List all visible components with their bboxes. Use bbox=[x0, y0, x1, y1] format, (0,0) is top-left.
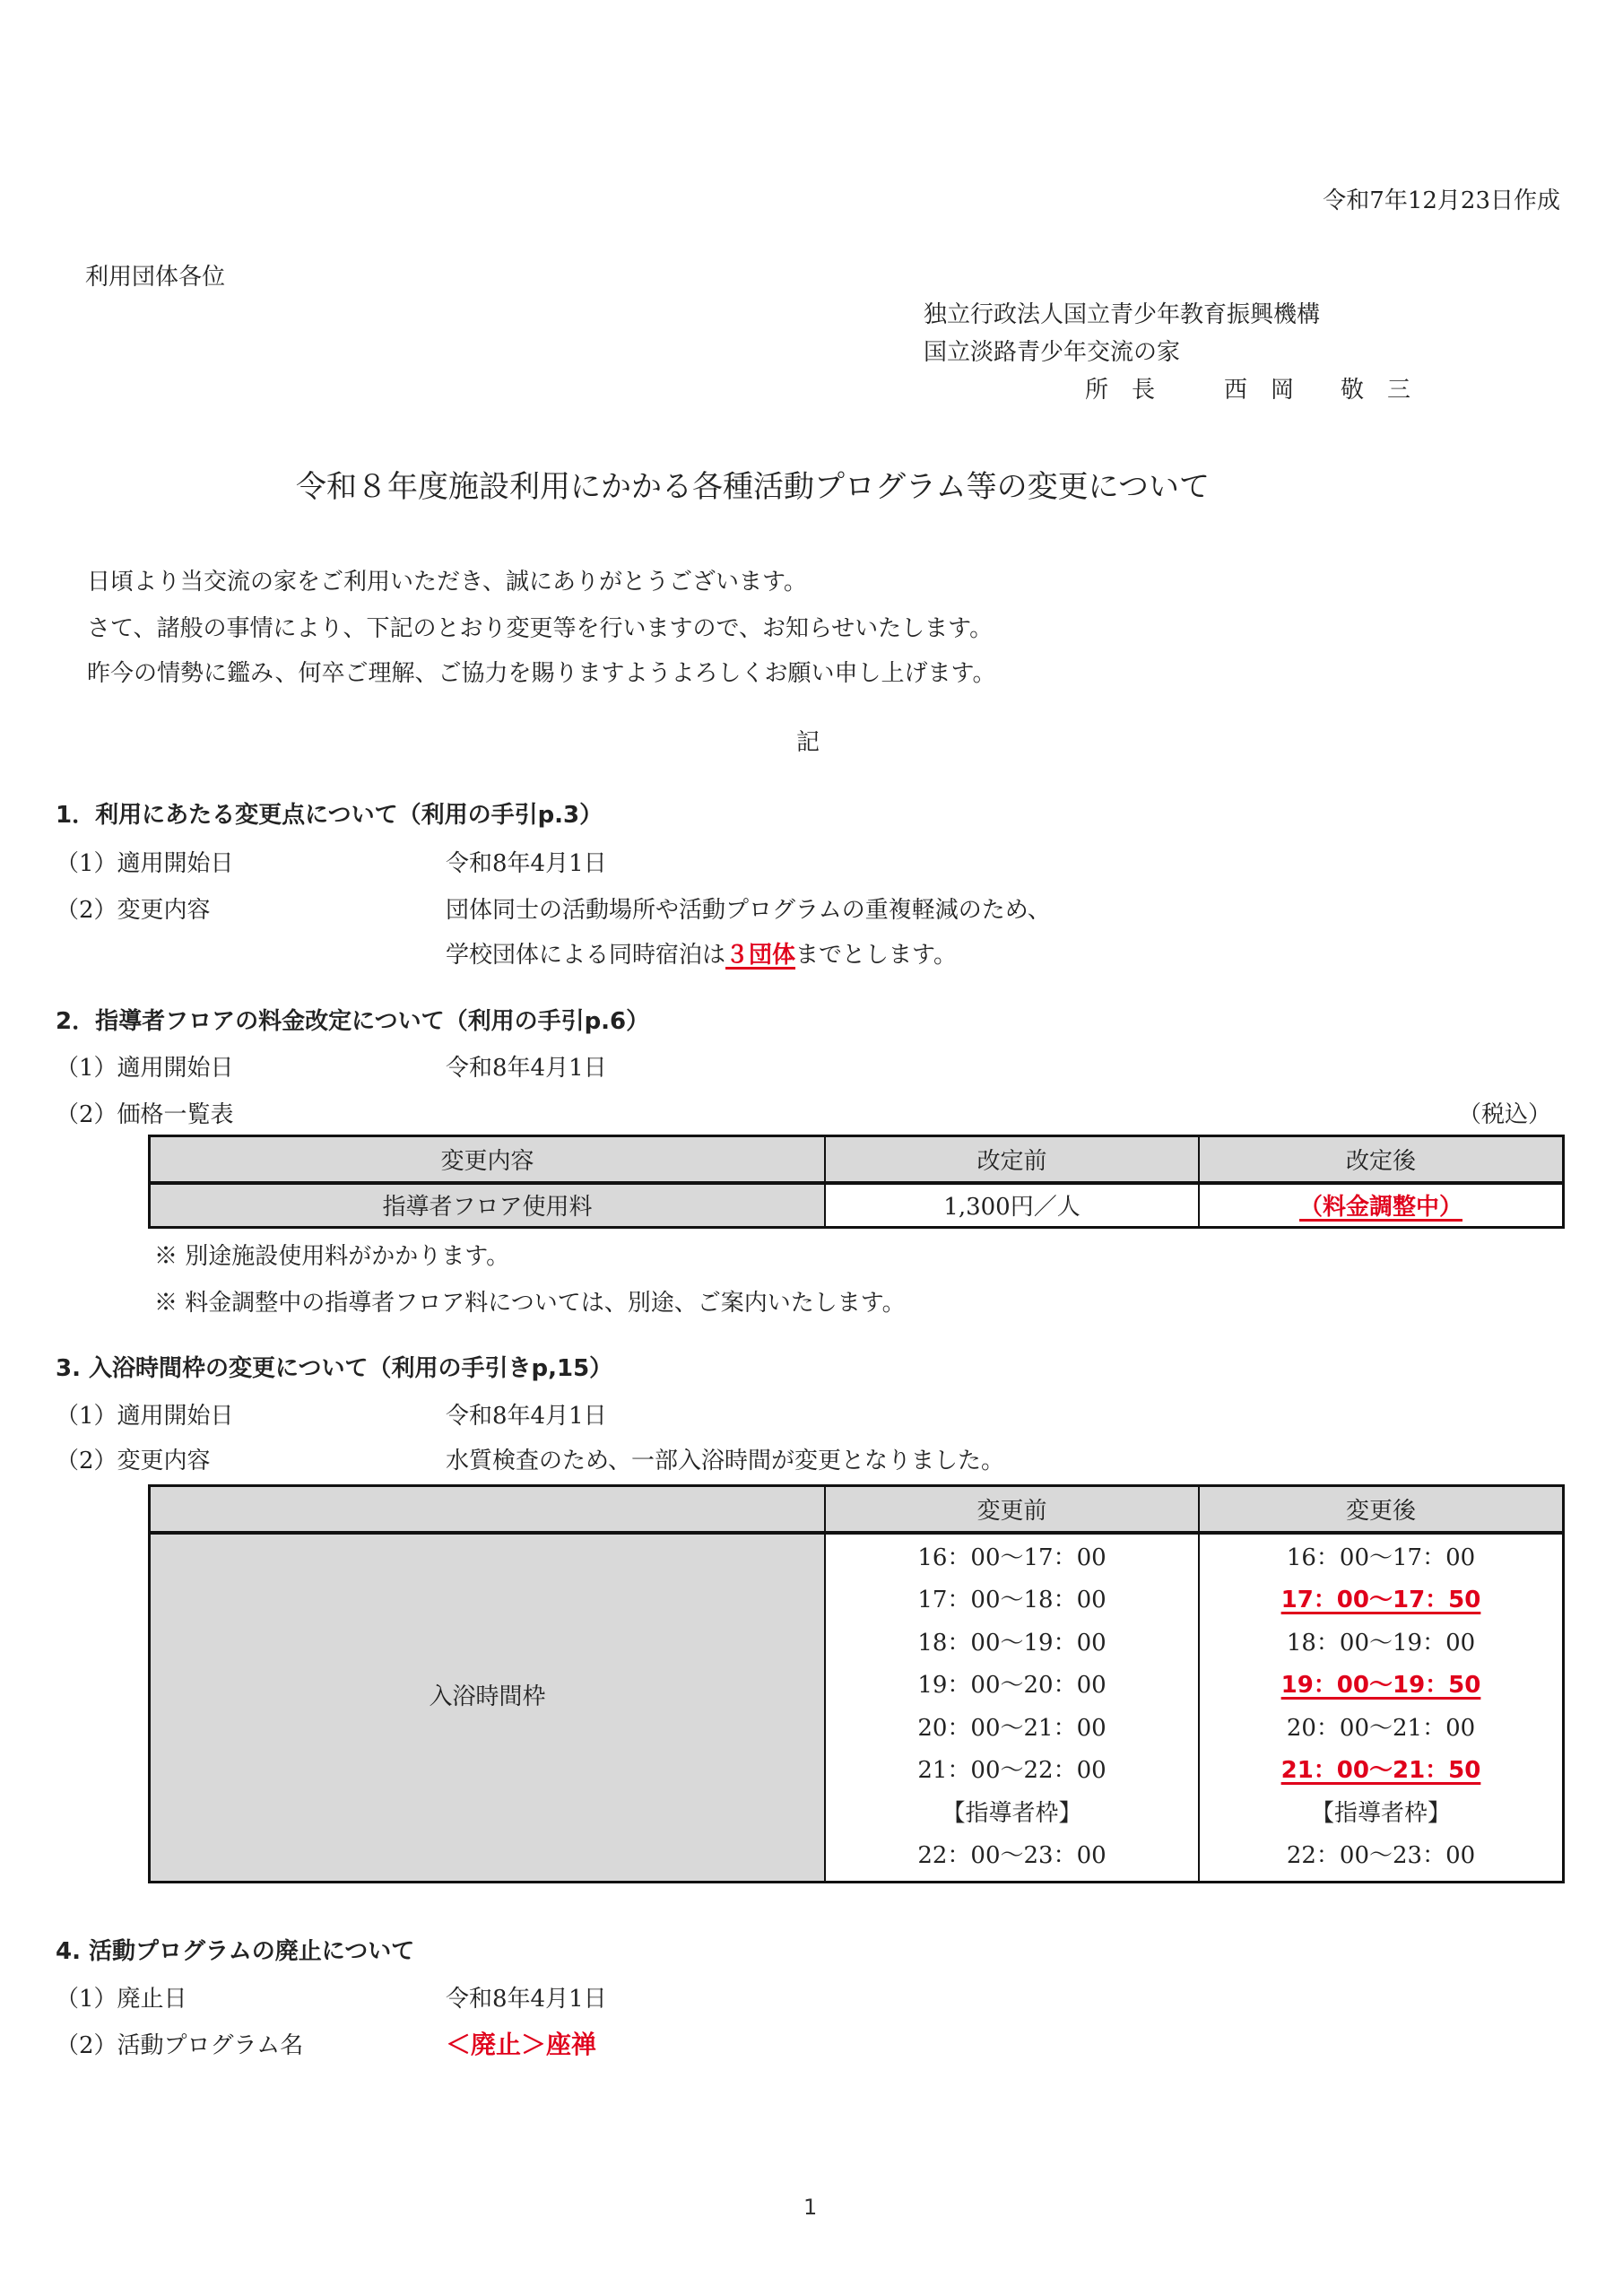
section2-note-2: ※ 料金調整中の指導者フロア料については、別途、ご案内いたします。 bbox=[154, 1290, 906, 1317]
section3-item2-value: 水質検査のため、一部入浴時間が変更となりました。 bbox=[446, 1448, 1004, 1474]
section1-item1-label: （1）適用開始日 bbox=[56, 850, 234, 877]
section2-item1-value: 令和8年4月1日 bbox=[446, 1055, 607, 1082]
bath-time-table bbox=[148, 1484, 1565, 1883]
section1-item2-line2 bbox=[446, 936, 957, 970]
price-header-after: 改定後 bbox=[1199, 1136, 1564, 1183]
sender-title: 所 長 bbox=[1085, 377, 1156, 404]
intro-line-2: さて、諸般の事情により、下記のとおり変更等を行いますので、お知らせいたします。 bbox=[87, 615, 994, 642]
section4-heading: 4. 活動プログラムの廃止について bbox=[56, 1938, 415, 1965]
price-row-after: （料金調整中） bbox=[1298, 1194, 1462, 1222]
bath-after-time: 18：00～19：00 bbox=[1286, 1629, 1476, 1657]
bath-before-time: 18：00～19：00 bbox=[917, 1629, 1107, 1657]
section2-heading: 2．指導者フロアの料金改定について（利用の手引p.6） bbox=[56, 1008, 650, 1035]
bath-before-time: 17：00～18：00 bbox=[917, 1587, 1107, 1614]
document-title: 令和８年度施設利用にかかる各種活動プログラム等の変更について bbox=[296, 469, 1210, 505]
line2-post: までとします。 bbox=[795, 942, 957, 969]
intro-line-1: 日頃より当交流の家をご利用いただき、誠にありがとうございます。 bbox=[87, 569, 807, 596]
three-groups-highlight: ３団体 bbox=[725, 942, 796, 969]
sender-organization: 独立行政法人国立青少年教育振興機構 bbox=[924, 301, 1321, 328]
bath-after-time: 22：00～23：00 bbox=[1286, 1842, 1476, 1870]
creation-date: 令和7年12月23日作成 bbox=[1323, 187, 1560, 214]
section1-item2-label: （2）変更内容 bbox=[56, 897, 211, 924]
bath-after-list bbox=[1200, 1537, 1562, 1878]
bath-before-time: 22：00～23：00 bbox=[917, 1842, 1107, 1870]
bath-after-time: 【指導者枠】 bbox=[1310, 1799, 1451, 1827]
bath-before-time: 16：00～17：00 bbox=[917, 1544, 1107, 1571]
bath-after-time: 20：00～21：00 bbox=[1286, 1714, 1476, 1742]
addressee: 利用団体各位 bbox=[85, 264, 226, 291]
bath-before-time: 20：00～21：00 bbox=[917, 1714, 1107, 1742]
sender-facility: 国立淡路青少年交流の家 bbox=[924, 339, 1181, 366]
bath-before-time: 【指導者枠】 bbox=[942, 1799, 1082, 1827]
bath-header-after: 変更後 bbox=[1199, 1486, 1564, 1533]
section3-item1-value: 令和8年4月1日 bbox=[446, 1403, 607, 1430]
bath-after-time bbox=[1200, 1750, 1562, 1793]
section1-item1-value: 令和8年4月1日 bbox=[446, 850, 607, 877]
section3-heading: 3. 入浴時間枠の変更について（利用の手引きp,15） bbox=[56, 1355, 613, 1382]
changed-time-highlight: 17：00～17：50 bbox=[1280, 1587, 1481, 1614]
price-header-before: 改定前 bbox=[825, 1136, 1199, 1183]
intro-line-3: 昨今の情勢に鑑み、何卒ご理解、ご協力を賜りますようよろしくお願い申し上げます。 bbox=[87, 660, 996, 687]
section4-item2-label: （2）活動プログラム名 bbox=[56, 2032, 304, 2059]
section1-heading: 1．利用にあたる変更点について（利用の手引p.3） bbox=[56, 802, 603, 829]
price-row-after-cell bbox=[1199, 1183, 1564, 1228]
bath-before-list bbox=[826, 1537, 1198, 1878]
section2-item2-label: （2）価格一覧表 bbox=[56, 1101, 234, 1128]
bath-header-before: 変更前 bbox=[825, 1486, 1199, 1533]
abolished-program: ＜廃止＞座禅 bbox=[446, 2030, 597, 2059]
ki-marker: 記 bbox=[796, 729, 820, 756]
price-row-item: 指導者フロア使用料 bbox=[150, 1183, 826, 1228]
line2-pre: 学校団体による同時宿泊は bbox=[446, 942, 726, 969]
page-number: 1 bbox=[803, 2195, 818, 2220]
bath-before-time: 21：00～22：00 bbox=[917, 1757, 1107, 1785]
section1-item2-line1: 団体同士の活動場所や活動プログラムの重複軽減のため、 bbox=[446, 897, 1051, 924]
bath-before-cell bbox=[825, 1533, 1199, 1883]
changed-time-highlight: 21：00～21：50 bbox=[1280, 1757, 1481, 1785]
bath-after-time bbox=[1200, 1579, 1562, 1622]
price-header-item: 変更内容 bbox=[150, 1136, 826, 1183]
sender-name: 西 岡 敬 三 bbox=[1224, 377, 1411, 404]
price-row-before: 1,300円／人 bbox=[825, 1183, 1199, 1228]
changed-time-highlight: 19：00～19：50 bbox=[1280, 1672, 1481, 1700]
bath-header-blank bbox=[150, 1486, 826, 1533]
section2-note-1: ※ 別途施設使用料がかかります。 bbox=[154, 1243, 510, 1270]
price-table bbox=[148, 1135, 1565, 1229]
tax-note: （税込） bbox=[1457, 1101, 1551, 1128]
section3-item1-label: （1）適用開始日 bbox=[56, 1403, 234, 1430]
section2-item1-label: （1）適用開始日 bbox=[56, 1055, 234, 1082]
section3-item2-label: （2）変更内容 bbox=[56, 1448, 211, 1474]
bath-before-time: 19：00～20：00 bbox=[917, 1672, 1107, 1700]
section4-item1-label: （1）廃止日 bbox=[56, 1986, 187, 2013]
bath-after-time: 16：00～17：00 bbox=[1286, 1544, 1476, 1571]
section4-item1-value: 令和8年4月1日 bbox=[446, 1986, 607, 2013]
bath-after-cell bbox=[1199, 1533, 1564, 1883]
bath-row-label: 入浴時間枠 bbox=[150, 1533, 826, 1883]
bath-after-time bbox=[1200, 1665, 1562, 1708]
